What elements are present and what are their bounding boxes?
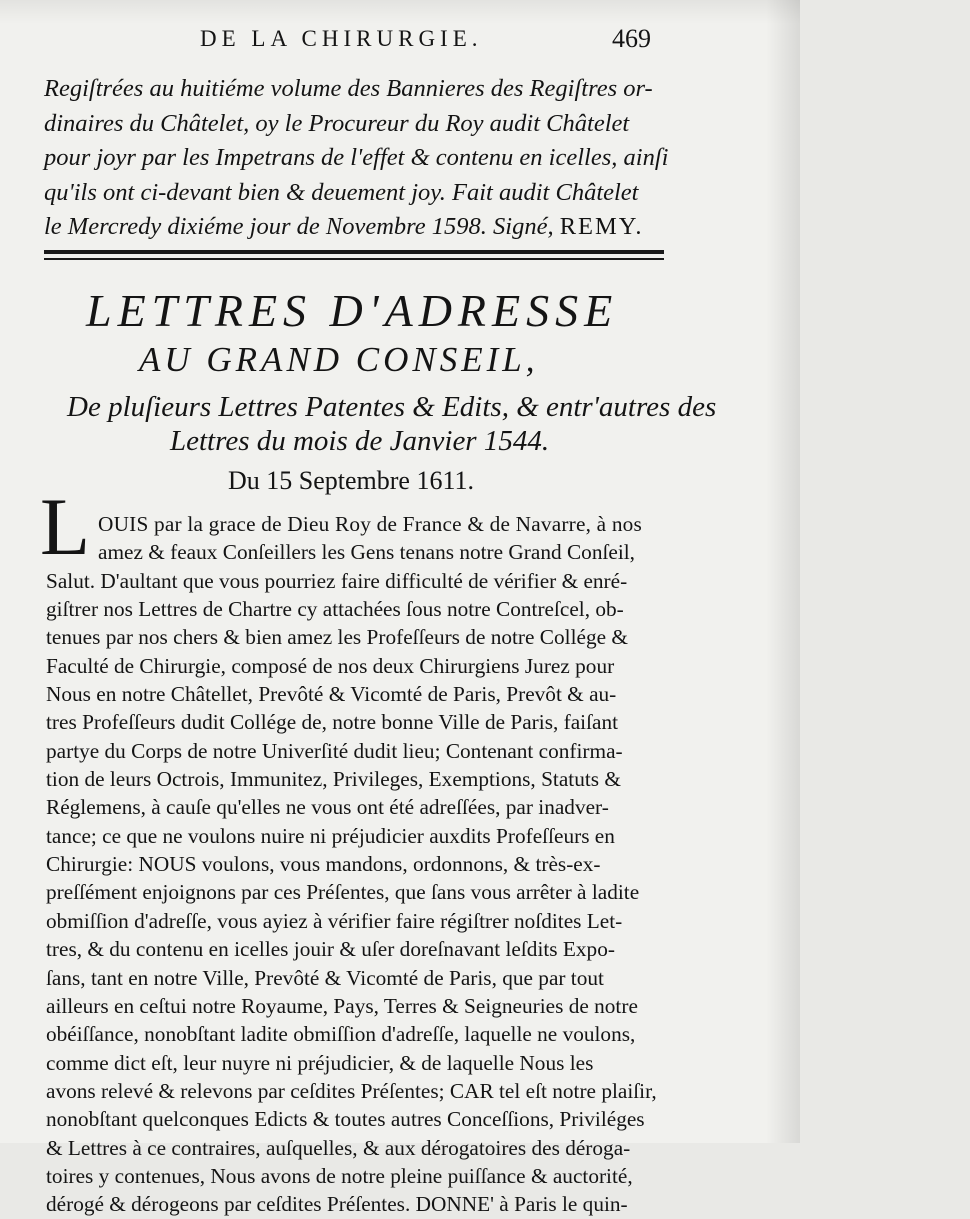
title-description-line: Lettres du mois de Janvier 1544. [170, 425, 550, 457]
body-line: nonobſtant quelconques Edicts & toutes autres Conceſſions, Priviléges [46, 1107, 645, 1132]
body-line: comme dict eſt, leur nuyre ni préjudicier, & de laquelle Nous les [46, 1050, 594, 1075]
registration-last-line [44, 210, 684, 245]
page-number: 469 [612, 24, 651, 53]
body-line: obmiſſion d'adreſſe, vous ayiez à vérifier faire régiſtrer noſdites Let- [46, 908, 623, 933]
registration-line: pour joyr par les Impetrans de l'effet & contenu en icelles, ainſi [44, 144, 669, 171]
running-head: DE LA CHIRURGIE. [200, 26, 483, 51]
body-line: tenues par nos chers & bien amez les Profeſſeurs de notre Collége & [46, 625, 628, 650]
body-line: tance; ce que ne voulons nuire ni préjudicier auxdits Profeſſeurs en [46, 823, 615, 848]
registration-line: Regiſtrées au huitiéme volume des Bannieres des Regiſtres or- [44, 75, 653, 102]
body-line: tres, & du contenu en icelles jouir & uſer doreſnavant leſdits Expo- [46, 937, 615, 962]
body-line: & Lettres à ce contraires, auſquelles, & aux dérogatoires des déroga- [46, 1135, 631, 1160]
body-line: Chirurgie: NOUS voulons, vous mandons, ordonnons, & très-ex- [46, 852, 601, 877]
body-line: tres Profeſſeurs dudit Collége de, notre bonne Ville de Paris, faiſant [46, 710, 619, 735]
body-line: tion de leurs Octrois, Immunitez, Privileges, Exemptions, Statuts & [46, 767, 621, 792]
page-gutter-shadow [766, 0, 800, 1143]
registration-paragraph [44, 72, 684, 245]
body-line: amez & feaux Conſeillers les Gens tenans notre Grand Conſeil, [98, 540, 635, 565]
registration-date-text: le Mercredy dixiéme jour de Novembre 1598. Signé, [44, 213, 554, 240]
document-date: Du 15 Septembre 1611. [228, 466, 474, 495]
body-line: OUIS par la grace de Dieu Roy de France & de Navarre, à nos [98, 512, 643, 536]
registration-line: dinaires du Châtelet, oy le Procureur du Roy audit Châtelet [44, 109, 630, 137]
registration-line: qu'ils ont ci-devant bien & deuement joy. Fait audit Châtelet [44, 178, 639, 206]
body-line: ailleurs en ceſtui notre Royaume, Pays, Terres & Seigneuries de notre [46, 993, 638, 1018]
document-subtitle: AU GRAND CONSEIL, [139, 340, 539, 379]
body-line: toires y contenues, Nous avons de notre pleine puiſſance & auctorité, [46, 1163, 633, 1188]
page-shading [0, 0, 800, 24]
double-rule-top [44, 250, 664, 254]
body-line: partye du Corps de notre Univerſité dudit lieu; Contenant confirma- [46, 738, 623, 763]
body-line: Nous en notre Châtellet, Prevôté & Vicomté de Paris, Prevôt & au- [46, 682, 617, 707]
body-line: preſſément enjoignons par ces Préſentes, que ſans vous arrêter à ladite [46, 880, 640, 905]
double-rule-bottom [44, 258, 664, 260]
body-line: Salut. D'aultant que vous pourriez faire difficulté de vérifier & enré- [46, 568, 628, 593]
body-line: giſtrer nos Lettres de Chartre cy attachées ſous notre Contreſcel, ob- [46, 597, 624, 622]
body-line: ſans, tant en notre Ville, Prevôté & Vicomté de Paris, que par tout [46, 965, 604, 990]
body-paragraph [46, 510, 666, 1219]
title-description-line: De pluſieurs Lettres Patentes & Edits, & entr'autres des [67, 391, 717, 423]
body-line: Réglemens, à cauſe qu'elles ne vous ont été adreſſées, par inadver- [46, 795, 609, 820]
signature: REMY. [559, 213, 644, 240]
document-title: LETTRES D'ADRESSE [86, 285, 619, 336]
body-line: Faculté de Chirurgie, composé de nos deux Chirurgiens Jurez pour [46, 653, 615, 678]
drop-cap: L [40, 481, 91, 572]
body-line: dérogé & dérogeons par ceſdites Préſentes. DONNE' à Paris le quin- [46, 1192, 628, 1217]
body-line: obéiſſance, nonobſtant ladite obmiſſion d'adreſſe, laquelle ne voulons, [46, 1022, 636, 1047]
body-line: avons relevé & relevons par ceſdites Préſentes; CAR tel eſt notre plaiſir, [46, 1078, 657, 1103]
